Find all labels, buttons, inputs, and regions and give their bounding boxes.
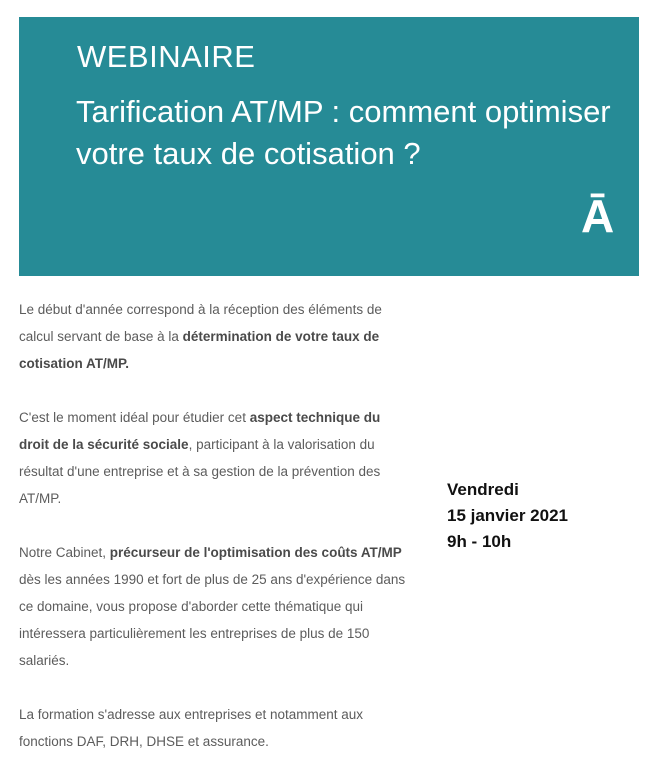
event-day: Vendredi [447, 480, 519, 499]
paragraph-context [19, 404, 411, 512]
event-date-block [447, 477, 568, 555]
paragraph-highlight: aspect technique du droit de la sécurité sociale [19, 410, 381, 452]
banner-kicker: WEBINAIRE [77, 39, 256, 74]
paragraph-text: La formation s'adresse aux entreprises et notamment aux fonctions DAF, DRH, DHSE et assurance. [19, 707, 364, 749]
paragraph-text: Le début d'année correspond à la réception des éléments de calcul servant de base à la [19, 302, 382, 344]
banner-title: Tarification AT/MP : comment optimiser votre taux de cotisation ? [76, 94, 611, 171]
paragraph-text: Notre Cabinet, [19, 545, 110, 560]
webinar-banner [19, 17, 639, 276]
paragraph-highlight: détermination de votre taux de cotisation AT/MP. [19, 329, 380, 371]
paragraph-text: , participant à la valorisation du résultat d'une entreprise et à sa gestion de la prévention des AT/MP. [19, 437, 381, 506]
paragraph-text: C'est le moment idéal pour étudier cet [19, 410, 250, 425]
paragraph-highlight: précurseur de l'optimisation des coûts AT/MP [109, 545, 402, 560]
paragraph-audience [19, 701, 411, 755]
brand-logo-icon: Ā [581, 190, 615, 242]
article-body [19, 296, 411, 782]
paragraph-cabinet [19, 539, 411, 674]
event-date: 15 janvier 2021 [447, 506, 568, 525]
paragraph-intro [19, 296, 411, 377]
paragraph-text: dès les années 1990 et fort de plus de 25 ans d'expérience dans ce domaine, vous propose d'aborder cette thématique qui intéressera particulièrement les entreprises de plus de 150 salariés. [19, 572, 406, 668]
event-time: 9h - 10h [447, 532, 512, 551]
